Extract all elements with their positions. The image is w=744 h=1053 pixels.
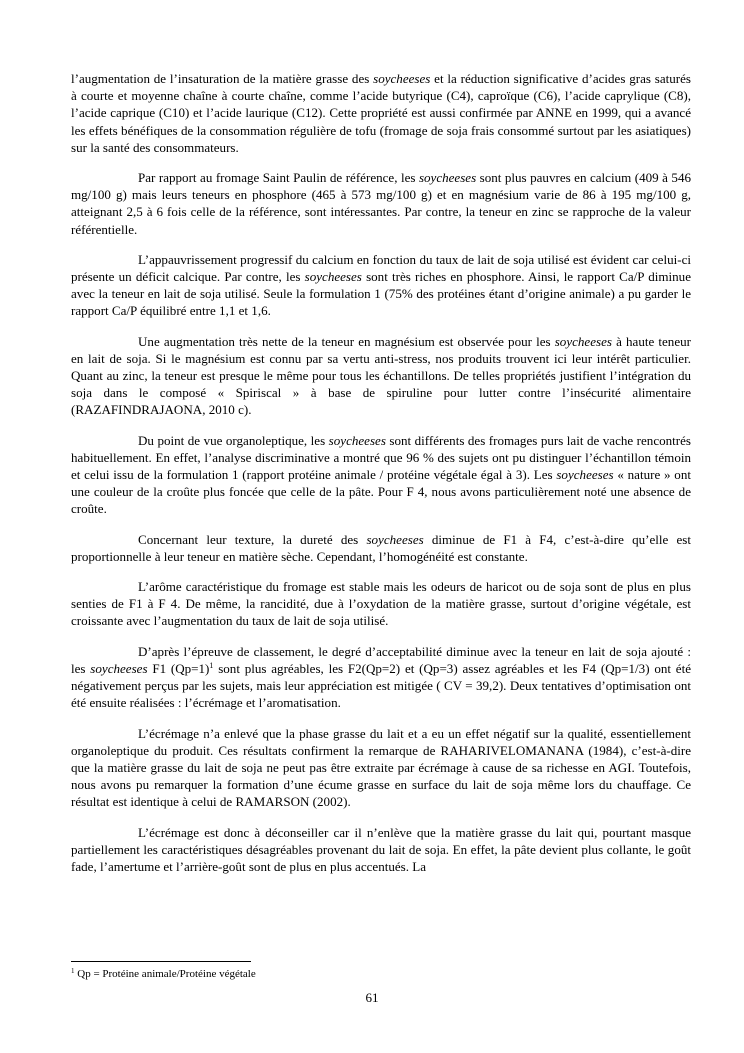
italic-term: soycheeses <box>304 269 362 285</box>
paragraph <box>71 725 691 811</box>
paragraph <box>71 169 691 238</box>
italic-term: soycheeses <box>328 432 386 448</box>
text-segment: sont très riches en phosphore. Ainsi, le rapport Ca/P diminue avec la teneur en lait de soja utilisé. Seule la formulation 1 (75% des protéines étant d’origine animale) a pu garder le rapport Ca/P équilibré entre 1,1 et 1,6. <box>71 269 691 319</box>
italic-term: soycheeses <box>556 467 614 483</box>
italic-term: soycheeses <box>418 170 477 186</box>
footnote-reference: 1 <box>209 660 214 670</box>
paragraph <box>71 531 691 565</box>
footnote-divider <box>71 961 251 962</box>
paragraph <box>71 251 691 320</box>
italic-term: soycheeses <box>366 531 424 547</box>
footnote <box>71 968 256 981</box>
text-segment: « nature » ont une couleur de la croûte plus foncée que celle de la pâte. Pour F 4, nous avons particulièrement noté une absence de croûte. <box>71 467 691 517</box>
text-segment: sont différents des fromages purs lait de vache rencontrés habituellement. En effet, l’analyse discriminative a montré que 96 % des sujets ont pu distinguer l’échantillon témoin et celui issu de la formulation 1 (rapport protéine animale / protéine végétale égal à 3). Les <box>71 432 692 483</box>
text-segment: D’après l’épreuve de classement, le degré d’acceptabilité diminue avec la teneur en lait de soja ajouté : les <box>71 643 691 676</box>
footnote-text: Qp = Protéine animale/Protéine végétale <box>74 968 256 980</box>
paragraph <box>71 643 691 712</box>
paragraph <box>71 578 691 630</box>
text-segment: Concernant leur texture, la dureté des <box>138 531 367 547</box>
footnote-marker: 1 <box>71 967 75 975</box>
text-segment: à haute teneur en lait de soja. Si le magnésium est connu par sa vertu anti-stress, nos produits trouvent ici leur intérêt particulier. Quant au zinc, la teneur est presque le même pour tous les échantillons. De telles propriétés justifient l’intégration du soja dans le composé « Spiriscal » à base de spiruline pour lutter contre l’insécurité alimentaire (RAZAFINDRAJAONA, 2010 c). <box>71 333 691 418</box>
text-segment: F1 (Qp=1) <box>147 660 210 676</box>
text-segment: et la réduction significative d’acides gras saturés à courte et moyenne chaîne à courte chaîne, comme l’acide butyrique (C4), caproïque (C6), l’acide caprylique (C8), l’acide caprique (C10) et l’acide laurique (C12). Cette propriété est aussi confirmée par ANNE en 1999, qui a avancé les effets bénéfiques de la consommation régulière de tofu (fromage de soja frais consommé surtout par les asiatiques) sur la santé des consommateurs. <box>71 71 691 155</box>
text-segment: l’augmentation de l’insaturation de la matière grasse des <box>71 71 374 86</box>
paragraph <box>71 70 691 156</box>
text-segment: sont plus agréables, les F2(Qp=2) et (Qp=3) assez agréables et les F4 (Qp=1/3) ont été négativement perçus par les sujets, mais leur appréciation est mitigée ( CV = 39,2). Deux tentatives d’optimisation ont été ensuite réalisées : l’écrémage et l’aromatisation. <box>71 660 691 711</box>
text-segment: Du point de vue organoleptique, les <box>138 432 329 448</box>
italic-term: soycheeses <box>554 333 612 349</box>
italic-term: soycheeses <box>373 71 431 86</box>
italic-term: soycheeses <box>90 660 148 676</box>
text-segment: diminue de F1 à F4, c’est-à-dire qu’elle est proportionnelle à leur teneur en matière sèche. Cependant, l’homogénéité est constante. <box>71 531 691 564</box>
text-segment: L’arôme caractéristique du fromage est stable mais les odeurs de haricot ou de soja sont de plus en plus senties de F1 à F 4. De même, la rancidité, due à l’oxydation de la matière grasse, surtout d’origine végétale, est croissante avec l’augmentation du taux de lait de soja utilisé. <box>71 579 691 629</box>
text-segment: L’écrémage n’a enlevé que la phase grasse du lait et a eu un effet négatif sur la qualité, essentiellement organoleptique du produit. Ces résultats confirment la remarque de RAHARIVELOMANANA (1984), c’est-à-dire que la matière grasse du lait de soja ne peut pas être extraite par écrémage à cause de sa richesse en AGI. Toutefois, nous avons pu remarquer la formation d’une écume grasse en surface du lait de soja même lors du chauffage. Ce résultat est identique à celui de RAMARSON (2002). <box>71 725 691 810</box>
text-segment: Par rapport au fromage Saint Paulin de référence, les <box>138 170 419 186</box>
paragraph <box>71 333 691 419</box>
text-segment: Une augmentation très nette de la teneur en magnésium est observée pour les <box>138 333 555 349</box>
text-segment: L’appauvrissement progressif du calcium en fonction du taux de lait de soja utilisé est évident car celui-ci présente un déficit calcique. Par contre, les <box>71 251 691 285</box>
document-body <box>71 70 691 888</box>
text-segment: L’écrémage est donc à déconseiller car il n’enlève que la matière grasse du lait qui, pourtant masque partiellement les caractéristiques désagréables provenant du lait de soja. En effet, la pâte devient plus collante, le goût fade, l’amertume et l’arrière-goût sont de plus en plus accentués. La <box>71 824 691 874</box>
paragraph <box>71 824 691 876</box>
page-number: 61 <box>365 990 379 1005</box>
paragraph <box>71 432 691 518</box>
text-segment: sont plus pauvres en calcium (409 à 546 mg/100 g) mais leurs teneurs en phosphore (465 à 573 mg/100 g) et en magnésium varie de 86 à 195 mg/100 g, atteignant 2,5 à 6 fois celle de la référence, sont intéressantes. Par contre, la teneur en zinc se rapproche de la valeur référentielle. <box>71 170 691 237</box>
